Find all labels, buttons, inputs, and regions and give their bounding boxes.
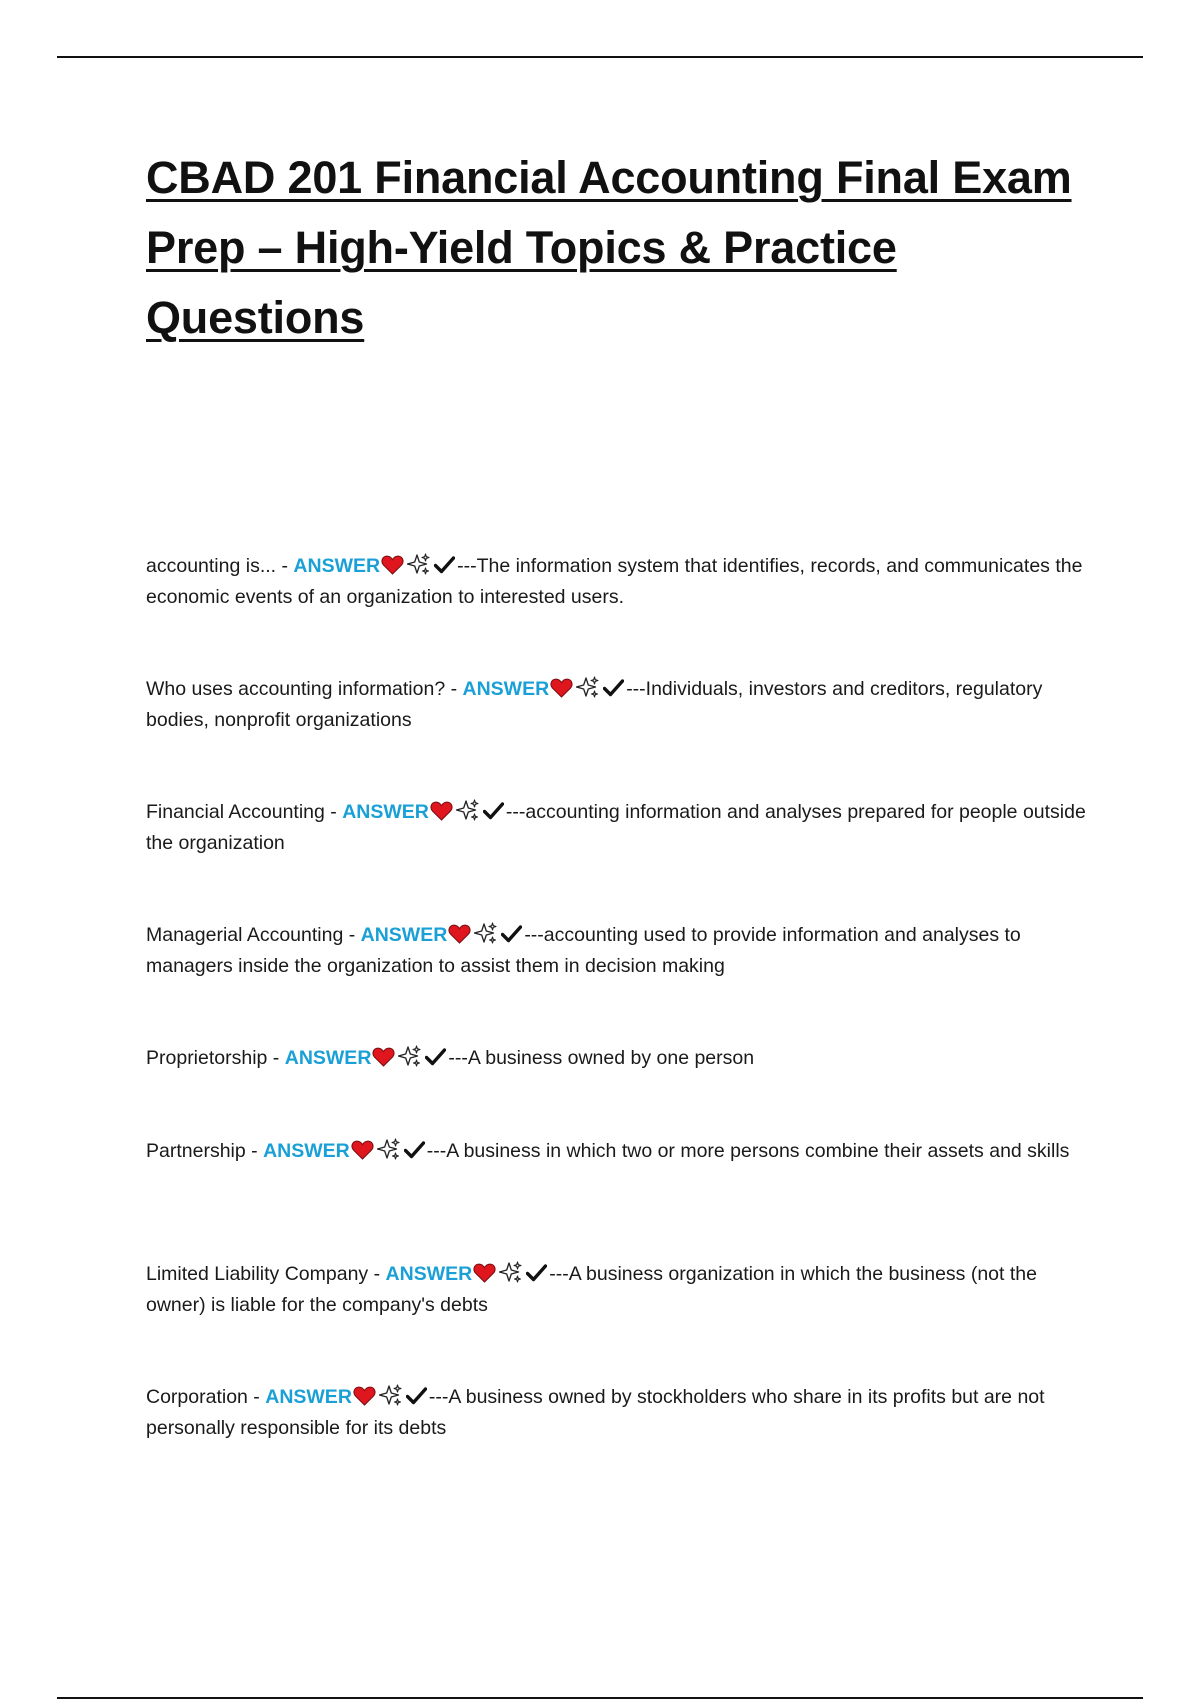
answer-label: ANSWER <box>342 801 429 823</box>
heart-icon <box>381 554 404 574</box>
heart-icon <box>430 800 453 820</box>
answer-prefix: --- <box>505 801 526 823</box>
qa-separator: - <box>445 678 463 700</box>
qa-item <box>146 674 1096 736</box>
qa-term: Limited Liability Company <box>146 1263 369 1285</box>
qa-separator: - <box>368 1263 386 1285</box>
qa-term: Corporation <box>146 1386 248 1408</box>
heart-icon <box>353 1385 376 1405</box>
answer-label: ANSWER <box>263 1140 350 1162</box>
top-rule <box>57 56 1143 58</box>
sparkle-icon <box>377 1138 401 1162</box>
sparkle-icon <box>407 553 431 577</box>
qa-term: Who uses accounting information? <box>146 678 446 700</box>
answer-label: ANSWER <box>360 924 448 946</box>
qa-definition: A business owned by stockholders who share in its profits but are not personally responsible for its debts <box>146 1386 1045 1439</box>
check-icon <box>501 923 522 943</box>
sparkle-icon <box>499 1261 523 1285</box>
heart-icon <box>473 1262 496 1282</box>
qa-item <box>146 1136 1096 1198</box>
answer-prefix: --- <box>524 924 544 946</box>
answer-prefix: --- <box>426 1140 447 1162</box>
qa-definition: The information system that identifies, records, and communicates the economic events of an organization to interested users. <box>146 555 1083 608</box>
qa-term: Partnership <box>146 1140 246 1162</box>
check-icon <box>603 677 624 697</box>
qa-definition: accounting used to provide information and analyses to managers inside the organization to assist them in decision making <box>146 924 1021 977</box>
heart-icon <box>550 677 573 697</box>
sparkle-icon <box>456 799 480 823</box>
qa-definition: A business in which two or more persons combine their assets and skills <box>446 1140 1070 1162</box>
page-title: CBAD 201 Financial Accounting Final Exam Prep – High-Yield Topics & Practice Questions <box>146 152 1072 343</box>
bottom-rule <box>57 1697 1143 1699</box>
qa-separator: - <box>267 1047 285 1069</box>
answer-prefix: --- <box>549 1263 569 1285</box>
qa-separator: - <box>276 555 294 577</box>
sparkle-icon <box>474 922 498 946</box>
heart-icon <box>372 1046 395 1066</box>
check-icon <box>425 1046 446 1066</box>
qa-separator: - <box>324 801 343 823</box>
answer-prefix: --- <box>626 678 646 700</box>
qa-item <box>146 797 1096 859</box>
qa-term: Financial Accounting <box>146 801 325 823</box>
answer-prefix: --- <box>457 555 477 577</box>
qa-item <box>146 551 1096 613</box>
qa-term: Managerial Accounting <box>146 924 344 946</box>
qa-definition: A business organization in which the business (not the owner) is liable for the company's debts <box>146 1263 1037 1316</box>
sparkle-icon <box>576 676 600 700</box>
answer-label: ANSWER <box>284 1047 372 1069</box>
qa-definition: Individuals, investors and creditors, regulatory bodies, nonprofit organizations <box>146 678 1043 731</box>
qa-item <box>146 920 1096 982</box>
sparkle-icon <box>398 1045 422 1069</box>
qa-term: accounting is... <box>146 555 277 577</box>
answer-label: ANSWER <box>265 1386 352 1408</box>
sparkle-icon <box>379 1384 403 1408</box>
qa-item <box>146 1259 1096 1321</box>
heart-icon <box>448 923 471 943</box>
heart-icon <box>351 1139 374 1159</box>
check-icon <box>404 1139 425 1159</box>
qa-item <box>146 1382 1096 1444</box>
qa-separator: - <box>343 924 361 946</box>
check-icon <box>526 1262 547 1282</box>
answer-prefix: --- <box>428 1386 449 1408</box>
qa-separator: - <box>247 1386 266 1408</box>
qa-definition: A business owned by one person <box>467 1047 755 1069</box>
check-icon <box>483 800 504 820</box>
answer-label: ANSWER <box>462 678 550 700</box>
answer-label: ANSWER <box>293 555 381 577</box>
qa-definition: accounting information and analyses prepared for people outside the organization <box>146 801 1086 854</box>
check-icon <box>434 554 455 574</box>
qa-item <box>146 1043 1096 1074</box>
answer-prefix: --- <box>448 1047 468 1069</box>
qa-separator: - <box>245 1140 264 1162</box>
qa-term: Proprietorship <box>146 1047 268 1069</box>
answer-label: ANSWER <box>385 1263 473 1285</box>
qa-list <box>146 551 1096 1505</box>
check-icon <box>406 1385 427 1405</box>
